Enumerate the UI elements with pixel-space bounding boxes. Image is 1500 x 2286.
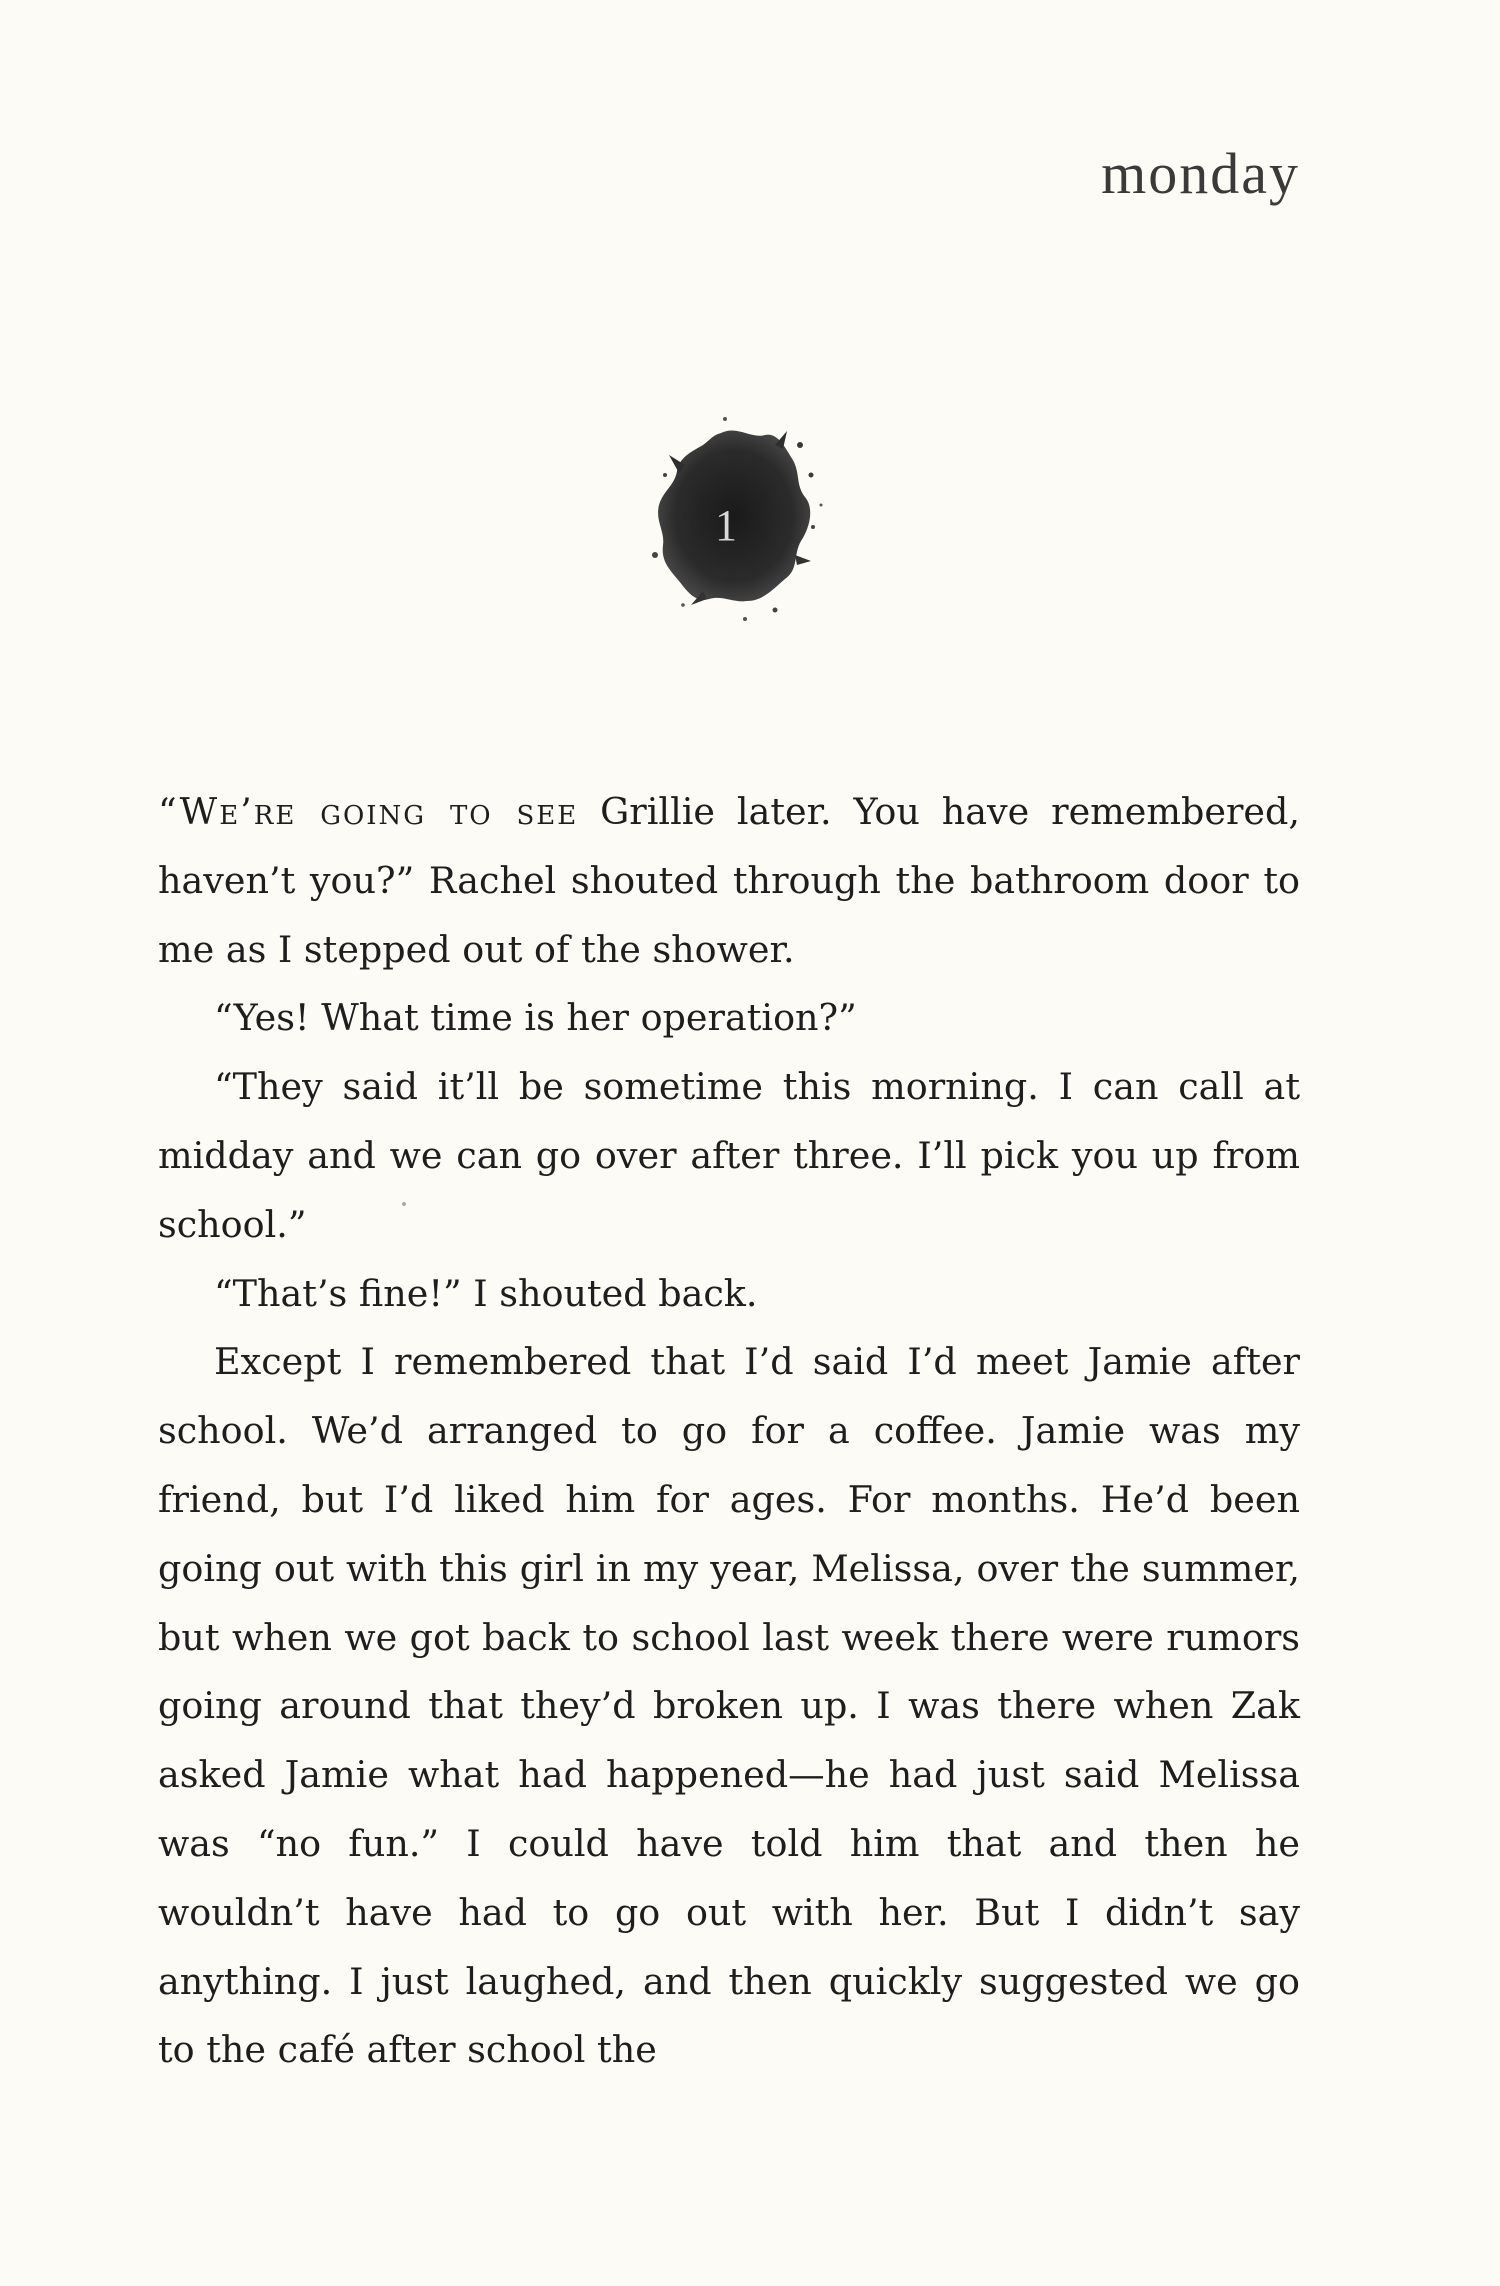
paragraph: “They said it’ll be sometime this morning. I can call at midday and we can go over after three. I’ll pick you up from school.” [158,1065,1300,1246]
paragraph [158,778,1300,984]
chapter-number: 1 [715,500,737,550]
paper-speck [402,1202,406,1206]
paragraph: Except I remembered that I’d said I’d meet Jamie after school. We’d arranged to go for a coffee. Jamie was my friend, but I’d liked him for ages. For months. He’d been going out with this girl in my year, Melissa, over the summer, but when we got back to school last week there were rumors going around that they’d broken up. I was there when Zak asked Jamie what had happened—he had just said Melissa was “no fun.” I could have told him that and then he wouldn’t have had to go out with her. But I didn’t say anything. I just laughed, and then quickly suggested we go to the café after school the [158,1340,1300,2072]
section-title: monday [1101,141,1300,206]
chapter-opening-smallcaps: “We’re going to see [158,790,579,833]
paragraph: “Yes! What time is her operation?” [214,996,857,1040]
paragraph-text: Grillie later. You have remembered, haven’t you?” Rachel shouted through the bathroom door to me as I stepped out of the shower. [158,790,1300,971]
body-text [158,778,1300,2085]
paragraph: “That’s fine!” I shouted back. [214,1271,758,1315]
chapter-marker [625,405,835,635]
